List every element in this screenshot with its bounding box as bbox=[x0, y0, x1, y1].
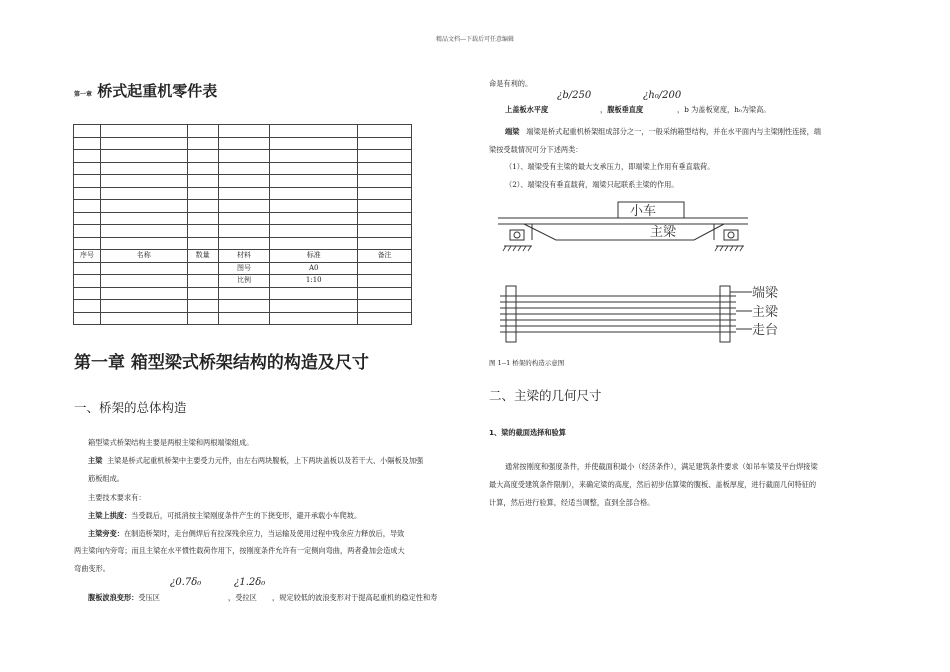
para-line-2: 最大高度受建筑条件限制），来确定梁的高度，然后初步估算梁的腹板、盖板厚度，进行截面几何特征的 bbox=[489, 480, 817, 489]
case-1: （1）、端梁受有主梁的最大支承压力，即端梁上作用有垂直载荷。 bbox=[505, 162, 715, 171]
top-plate-label-text: 上盖板水平度 bbox=[505, 105, 549, 114]
info-value: A0 bbox=[270, 262, 358, 275]
camber-line bbox=[88, 507, 361, 525]
end-beam-label: 端梁 bbox=[505, 127, 520, 136]
sidebend-line-3: 弯曲变形。 bbox=[74, 564, 110, 573]
col-header: 标准 bbox=[270, 250, 358, 263]
plan-figure bbox=[500, 278, 790, 348]
chapter-prefix: 第一章 bbox=[74, 91, 93, 98]
col-header: 序号 bbox=[74, 250, 101, 263]
section2-title: 二、主梁的几何尺寸 bbox=[489, 388, 602, 403]
web-wave-label: 腹板波浪变形： bbox=[88, 593, 139, 602]
col-header: 数量 bbox=[187, 250, 218, 263]
sidebend-text-1: 在制造桥架时，走台侧焊后有拉深残余应力，当运输及使用过程中残余应力释放后，导致 bbox=[123, 529, 405, 538]
parts-table-title bbox=[74, 80, 217, 101]
defs-text: ，b 为盖板宽度，h₀为梁高。 bbox=[677, 105, 771, 114]
col-header: 材料 bbox=[218, 250, 270, 263]
table-row bbox=[74, 262, 412, 275]
web-comp-math: ¿0.7δ₀ bbox=[170, 577, 202, 588]
para-line-3: 计算，然后进行验算，经适当调整，直到全部合格。 bbox=[489, 498, 655, 507]
top-plate-math: ¿b/250 bbox=[557, 90, 592, 101]
web-tens-math: ¿1.2δ₀ bbox=[234, 577, 266, 588]
main-beam-label: 主梁 bbox=[88, 456, 103, 465]
col-header: 名称 bbox=[100, 250, 187, 263]
web-comp: 受压区 bbox=[138, 593, 160, 602]
web-tens: ，受拉区 bbox=[228, 593, 257, 602]
main-beam-paragraph bbox=[88, 452, 424, 487]
section-title: 一、桥架的总体构造 bbox=[74, 400, 187, 415]
chapter-title: 第一章 箱型梁式桥架结构的构造及尺寸 bbox=[74, 353, 369, 373]
table-header-row bbox=[74, 250, 412, 263]
girder-label: 主梁 bbox=[650, 225, 677, 240]
end-beam-text-1: 端梁是桥式起重机桥架组成部分之一，一般采纳箱型结构，并在水平面内与主梁刚性连接，端 bbox=[526, 127, 821, 136]
figure-caption: 图 1--1 桥架的构造示意图 bbox=[489, 359, 565, 367]
info-value: 1:10 bbox=[270, 275, 358, 288]
info-label: 比例 bbox=[218, 275, 270, 288]
cont-text: 命是有利的。 bbox=[489, 79, 533, 88]
subsection-title: 1、梁的截面选择和验算 bbox=[489, 428, 566, 437]
page-header: 精品文档---下载后可任意编辑 bbox=[435, 36, 515, 43]
fig-label-end-beam: 端梁 bbox=[752, 286, 779, 301]
top-plate-label bbox=[505, 101, 548, 119]
para-line-1: 通常按刚度和强度条件，并使截面积最小（经济条件），满足建筑条件要求（如吊车梁及平台焊接梁 bbox=[505, 462, 818, 471]
web-tail: ，规定较低的波浪变形对于提高起重机的稳定性和寿 bbox=[272, 593, 438, 602]
end-beam-line-2: 梁按受载情况可分下述两类： bbox=[489, 145, 583, 154]
web-vert-label: ，腹板垂直度 bbox=[600, 105, 644, 114]
trolley-label: 小车 bbox=[630, 204, 657, 219]
sidebend-line-2: 两主梁向内旁弯；而且主梁在水平惯性载荷作用下，按刚度条件允许有一定侧向弯曲，两者叠加会造成大 bbox=[74, 546, 405, 555]
col-header: 备注 bbox=[358, 250, 412, 263]
web-vert-math: ¿h₀/200 bbox=[643, 90, 682, 101]
fig-label-walkway: 走台 bbox=[752, 323, 779, 338]
web-vert-label-text: 腹板垂直度 bbox=[607, 105, 644, 114]
table-row bbox=[74, 275, 412, 288]
elevation-figure bbox=[498, 196, 748, 258]
parts-title-text: 桥式起重机零件表 bbox=[97, 82, 218, 100]
web-wave-line bbox=[88, 589, 160, 607]
camber-text: 当受载后，可抵消按主梁刚度条件产生的下挠变形，避开承载小车爬坡。 bbox=[131, 511, 362, 520]
sidebend-line-1 bbox=[88, 525, 404, 543]
fig-label-main-beam: 主梁 bbox=[752, 305, 779, 320]
intro-text: 箱型梁式桥架结构主要是两根主梁和两根端梁组成。 bbox=[88, 438, 254, 447]
case-2: （2）、端梁没有垂直载荷，端梁只起联系主梁的作用。 bbox=[505, 180, 679, 189]
tech-req: 主要技术要求有： bbox=[88, 493, 146, 502]
camber-label: 主梁上拱度： bbox=[88, 511, 132, 520]
end-beam-line-1 bbox=[505, 123, 821, 141]
sidebend-label: 主梁旁变： bbox=[88, 529, 124, 538]
info-label: 图号 bbox=[218, 262, 270, 275]
parts-table bbox=[73, 124, 412, 325]
main-beam-text: 主梁是桥式起重机桥架中主要受力元件，由左右两块腹板，上下两块盖板以及若干大、小隔板及加强筋板组成。 bbox=[88, 456, 424, 483]
